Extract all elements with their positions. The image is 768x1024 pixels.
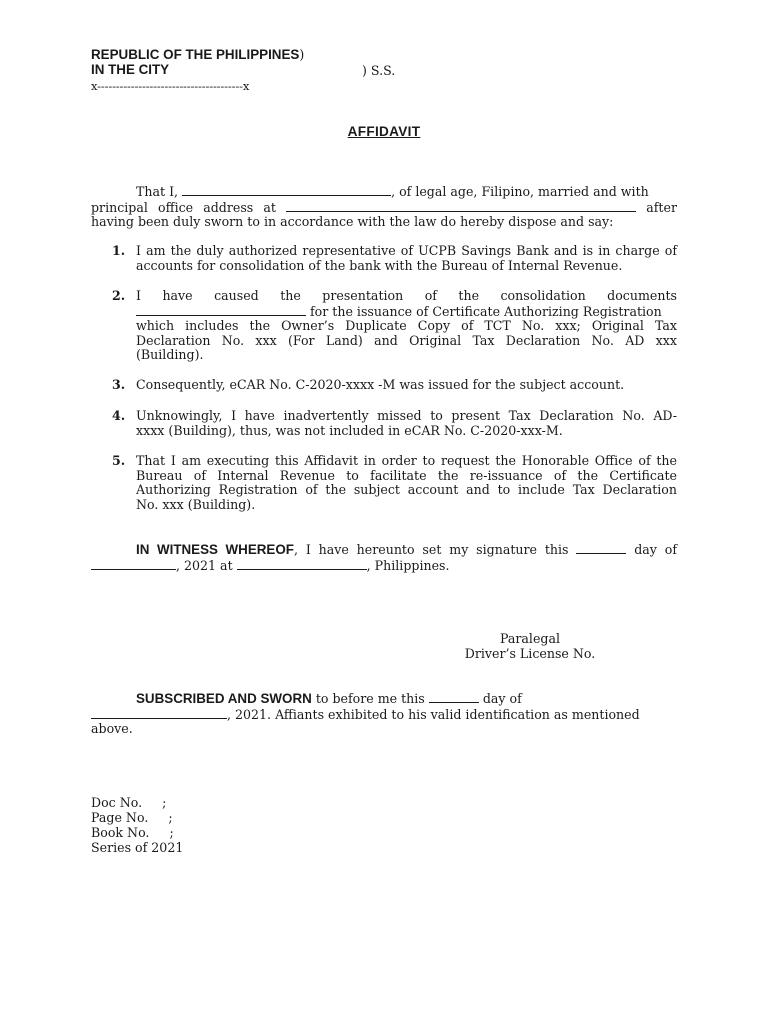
signatory-id: Driver’s License No. xyxy=(464,646,596,661)
sworn-month-blank[interactable] xyxy=(91,707,227,719)
month-blank[interactable] xyxy=(91,558,176,570)
item-number: 5. xyxy=(112,453,126,468)
header-line-1 xyxy=(91,48,304,63)
place-blank[interactable] xyxy=(237,558,367,570)
subscribed-heading: SUBSCRIBED AND SWORN xyxy=(136,691,312,706)
item-2-text: I have caused the presentation of the consolidation documents for the issuance of Certificate Authorizing Registration which includes the Owner’s Duplicate Copy of TCT No. xxx; Original Tax Declaration No. xxx (For Land) and Original Tax Declaration No. AD xxx (Building). xyxy=(136,288,677,363)
doc-no: Doc No. ; xyxy=(91,795,167,810)
header-republic: REPUBLIC OF THE PHILIPPINES xyxy=(91,47,300,62)
header-separator: x---------------------------------------x xyxy=(91,79,250,93)
item-4-text: Unknowingly, I have inadvertently missed to present Tax Declaration No. AD- xxxx (Building), thus, was not included in eCAR No. C-2020-xxx-M. xyxy=(136,408,677,438)
header-city: IN THE CITY xyxy=(91,62,170,77)
subscribed-paragraph: SUBSCRIBED AND SWORN to before me this day of , 2021. Affiants exhibited to his valid identification as mentioned above. xyxy=(91,691,640,737)
intro-line-3: having been duly sworn to in accordance with the law do hereby dispose and say: xyxy=(91,214,614,230)
series: Series of 2021 xyxy=(91,840,184,855)
item-3-text: Consequently, eCAR No. C-2020-xxxx -M was issued for the subject account. xyxy=(136,377,625,392)
document-title: AFFIDAVIT xyxy=(347,124,421,139)
address-blank[interactable] xyxy=(286,200,636,212)
day-blank[interactable] xyxy=(576,542,626,554)
page-no: Page No. ; xyxy=(91,810,173,825)
header-paren: ) xyxy=(299,47,305,62)
item-number: 1. xyxy=(112,243,126,258)
item-number: 3. xyxy=(112,377,126,392)
witness-heading: IN WITNESS WHEREOF xyxy=(136,542,294,557)
item-5-text: That I am executing this Affidavit in order to request the Honorable Office of the Bureau of Internal Revenue to facilitate the re-issuance of the Certificate Authorizing Registration of the subject account and to include Tax Declaration No. xxx (Building). xyxy=(136,453,677,512)
intro-paragraph xyxy=(91,184,677,230)
item-1-text: I am the duly authorized representative of UCPB Savings Bank and is in charge of accounts for consolidation of the bank with the Bureau of Internal Revenue. xyxy=(136,243,677,273)
signatory-role: Paralegal xyxy=(499,631,561,646)
name-blank[interactable] xyxy=(182,184,391,196)
header-ss: ) S.S. xyxy=(362,63,396,78)
item-number: 4. xyxy=(112,408,126,423)
book-no: Book No. ; xyxy=(91,825,174,840)
header-line-2 xyxy=(91,63,169,78)
documents-blank[interactable] xyxy=(136,304,306,316)
sworn-day-blank[interactable] xyxy=(429,691,479,703)
intro-line-2: principal office address at after xyxy=(91,199,677,215)
item-number: 2. xyxy=(112,288,126,303)
intro-line-1: That I, , of legal age, Filipino, married and with xyxy=(136,184,649,199)
witness-paragraph: IN WITNESS WHEREOF, I have hereunto set my signature this day of , 2021 at , Philippines. xyxy=(91,542,677,573)
